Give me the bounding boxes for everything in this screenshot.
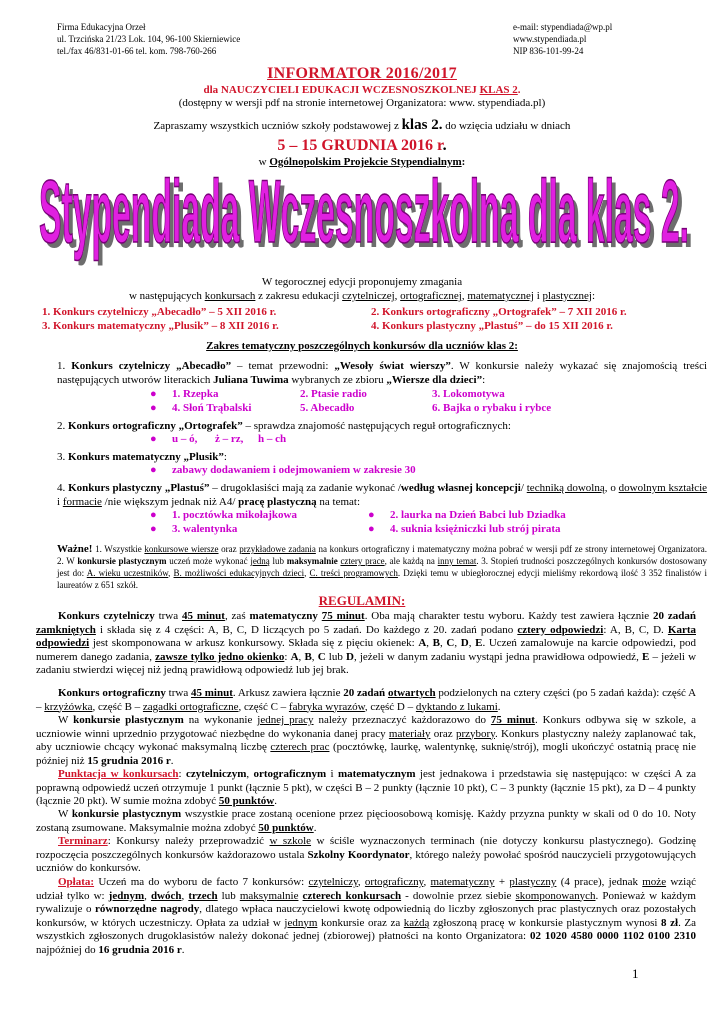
regulations-heading: REGULAMIN: xyxy=(318,593,406,608)
list-item: 3. walentynka xyxy=(172,523,238,535)
bullet-icon: ● xyxy=(150,523,157,535)
doc-subtitle: dla NAUCZYCIELI EDUKACJI WCZESNOSZKOLNEJ KLAS 2. xyxy=(203,84,521,96)
banner-wordart xyxy=(28,172,700,272)
spelling-list xyxy=(150,433,450,447)
list-item: zabawy dodawaniem i odejmowaniem w zakresie 30 xyxy=(172,464,416,476)
list-item: 4. Słoń Trąbalski xyxy=(172,402,252,414)
list-item: 5. Abecadło xyxy=(300,402,355,414)
rules-scoring: Punktacja w konkursach: czytelniczym, ortograficznym i matematycznym jest jednakowa i przedstawia się następująco: w części A za poprawną odpowiedź uczeń otrzymuje 1 punkt (łącznie 5 pkt), w części B – 2 punkty (łącznie 10 pkt), C – 3 punkty (łącznie 15 pkt), za D – 4 punkty (łącznie 20 pkt). W sumie można zdobyć 50 punktów. xyxy=(36,768,697,807)
bullet-icon: ● xyxy=(150,464,157,476)
bullet-icon: ● xyxy=(368,523,375,535)
math-list xyxy=(150,464,550,478)
doc-title: INFORMATOR 2016/2017 xyxy=(267,65,457,82)
section-reading: 1. Konkurs czytelniczy „Abecadło” – temat przewodni: „Wesoły świat wierszy”. W konkursie należy wykazać się znajomością treści następujących utworów literackich Juliana Tuwima wybranych ze zbioru „Wiersze dla dzieci”: xyxy=(57,360,708,386)
list-item: h – ch xyxy=(258,433,287,445)
header-left xyxy=(57,21,387,57)
list-item: 4. suknia księżniczki lub strój pirata xyxy=(390,523,561,535)
list-item: 2. laurka na Dzień Babci lub Dziadka xyxy=(390,509,566,521)
org-address: ul. Trzcińska 21/23 Lok. 104, 96-100 Skierniewice xyxy=(57,34,241,44)
rules-schedule: Terminarz: Konkursy należy przeprowadzić w szkole w ściśle wyznaczonych terminach (nie dotyczy konkursu plastycznego). Godzinę rozpoczęcia poszczególnych konkursów każdorazowo ustala Szkolny Koordynator, którego należy powołać spośród nauczycieli przygotowujących uczniów do konkursów. xyxy=(36,835,697,874)
org-phones: tel./fax 46/831-01-66 tel. kom. 798-760-266 xyxy=(57,46,217,56)
page-number: 1 xyxy=(632,966,639,981)
bullet-icon: ● xyxy=(150,388,157,400)
org-email: e-mail: stypendiada@wp.pl xyxy=(513,22,613,32)
doc-availability: (dostępny w wersji pdf na stronie internetowej Organizatora: www. stypendiada.pl) xyxy=(178,97,546,109)
project-line: w Ogólnopolskim Projekcie Stypendialnym: xyxy=(258,156,466,168)
event-dates: 5 – 15 GRUDNIA 2016 r. xyxy=(277,137,447,154)
art-list xyxy=(150,509,690,537)
bullet-icon: ● xyxy=(150,433,157,445)
list-item: 3. Lokomotywa xyxy=(432,388,505,400)
org-name: Firma Edukacyjna Orzeł xyxy=(57,22,146,32)
list-item: 1. Rzepka xyxy=(172,388,219,400)
contest-list xyxy=(42,306,702,334)
contest-item: 4. Konkurs plastyczny „Plastuś” – do 15 XII 2016 r. xyxy=(371,320,613,332)
list-item: ż – rz, xyxy=(215,433,244,445)
banner-text: Stypendiada Wczesnoszkolna dla klas 2. xyxy=(38,172,690,262)
org-www: www.stypendiada.pl xyxy=(513,34,587,44)
intro-line-1: W tegorocznej edycji proponujemy zmagania xyxy=(261,276,463,288)
rules-reading-math: Konkurs czytelniczy trwa 45 minut, zaś matematyczny 75 minut. Oba mają charakter testu wyboru. Każdy test zawiera łącznie 20 zadań zamkniętych i składa się z 4 części: A, B, C, D liczących po 5 zadań. Do każdego z 20. zadań podano cztery odpowiedzi: A, B, C, D. Karta odpowiedzi jest skomponowana w arkusz konkursowy. Składa się z pięciu okienek: A, B, C, D, E. Uczeń zamalowuje na karcie odpowiedzi, pod numerem danego zadania, zawsze tylko jedno okienko: A, B, C lub D, jeżeli w danym zadaniu wystąpi jedna prawidłowa odpowiedź, E – jeżeli w zadaniu stwierdzi więcej niż jedną prawidłową odpowiedź lub jej brak. xyxy=(36,610,697,676)
scope-heading: Zakres tematyczny poszczególnych konkursów dla uczniów klas 2: xyxy=(206,340,518,352)
rules-spelling: Konkurs ortograficzny trwa 45 minut. Arkusz zawiera łącznie 20 zadań otwartych podzielonych na cztery części (po 5 zadań każda): część A – krzyżówka, część B – zagadki ortograficzne, część C – fabryka wyrazów, część D – dyktando z lukami. xyxy=(36,687,697,713)
section-art: 4. Konkurs plastyczny „Plastuś” – drugoklasiści mają za zadanie wykonać /według własnej koncepcji/ techniką dowolną, o dowolnym kształcie i formacie /nie większym jednak niż A4/ pracę plastyczną na temat: xyxy=(57,482,708,508)
contest-item: 1. Konkurs czytelniczy „Abecadło” – 5 XII 2016 r. xyxy=(42,306,277,318)
intro-line-2: w następujących konkursach z zakresu edukacji czytelniczej, ortograficznej, matematycznej i plastycznej: xyxy=(128,290,596,302)
rules-fees: Opłata: Uczeń ma do wyboru de facto 7 konkursów: czytelniczy, ortograficzny, matematyczny + plastyczny (4 prace), jednak może wziąć udział tylko w: jednym, dwóch, trzech lub maksymalnie czterech konkursach - dowolnie przez siebie skomponowanych. Ponieważ w każdym rywalizuje o równorzędne nagrody, dlatego wpłaca nauczycielowi kwotę odpowiednią do liczby zgłoszonych prac plastycznych oraz pozostałych konkursów, w których uczestniczy. Opłata za udział w jednym konkursie oraz za każdą zgłoszoną pracę w konkursie plastycznym wynosi 8 zł. Za wszystkich zgłoszonych drugoklasistów należy dokonać jednej (zbiorowej) płatności na konto Organizatora: 02 1020 4580 0000 1102 0100 2310 najpóźniej do 16 grudnia 2016 r. xyxy=(36,876,697,956)
list-item: u – ó, xyxy=(172,433,198,445)
important-note: Ważne! 1. Wszystkie konkursowe wiersze oraz przykładowe zadania na konkurs ortograficzny i matematyczny można pobrać w wersji pdf ze strony internetowej Organizatora. 2. W konkursie plastycznym uczeń może wykonać jedną lub maksymalnie cztery prace, ale każdą na inny temat. 3. Stopień trudności poszczególnych konkursów dostosowany jest do: A. wieku uczestników, B. możliwości edukacyjnych dzieci, C. treści programowych. Dzięki temu w ubiegłorocznej edycji mieliśmy rekordową ilość 3 352 finalistów i laureatów z 651 szkół. xyxy=(57,543,708,590)
org-nip: NIP 836-101-99-24 xyxy=(513,46,584,56)
list-item: 6. Bajka o rybaku i rybce xyxy=(432,402,552,414)
bullet-icon: ● xyxy=(150,509,157,521)
invitation: Zapraszamy wszystkich uczniów szkoły podstawowej z klas 2. do wzięcia udziału w dniach xyxy=(153,117,571,133)
bullet-icon: ● xyxy=(150,402,157,414)
banner-shadow: Stypendiada Wczesnoszkolna dla klas 2. xyxy=(42,172,694,267)
section-spelling: 2. Konkurs ortograficzny „Ortografek” – sprawdza znajomość następujących reguł ortograficznych: xyxy=(57,420,511,432)
rules-art-scoring: W konkursie plastycznym wszystkie prace zostaną ocenione przez pięcioosobową komisję. Każdy przyzna punkty w skali od 0 do 10. Noty zostaną zsumowane. Maksymalnie można zdobyć 50 punktów. xyxy=(36,808,696,834)
bullet-icon: ● xyxy=(368,509,375,521)
header-right xyxy=(513,21,713,57)
rules-art: W konkursie plastycznym na wykonanie jednej pracy należy przeznaczyć każdorazowo do 75 minut. Konkurs odbywa się w szkole, a uczniowie winni uprzednio przygotować niezbędne do wykonania danej pracy materiały oraz przybory. Konkurs plastyczny należy zaplanować tak, aby uczniowie chcący wykonać maksymalną liczbę czterech prac (pocztówkę, laurkę, walentynkę, suknię/strój), mogli ukończyć ostatnią pracę nie później niż 15 grudnia 2016 r. xyxy=(36,714,697,767)
list-item: 1. pocztówka mikołajkowa xyxy=(172,509,297,521)
section-math: 3. Konkurs matematyczny „Plusik”: xyxy=(57,451,227,463)
list-item: 2. Ptasie radio xyxy=(300,388,367,400)
reading-list xyxy=(150,388,710,416)
contest-item: 3. Konkurs matematyczny „Plusik” – 8 XII 2016 r. xyxy=(42,320,279,332)
contest-item: 2. Konkurs ortograficzny „Ortografek” – 7 XII 2016 r. xyxy=(371,306,627,318)
